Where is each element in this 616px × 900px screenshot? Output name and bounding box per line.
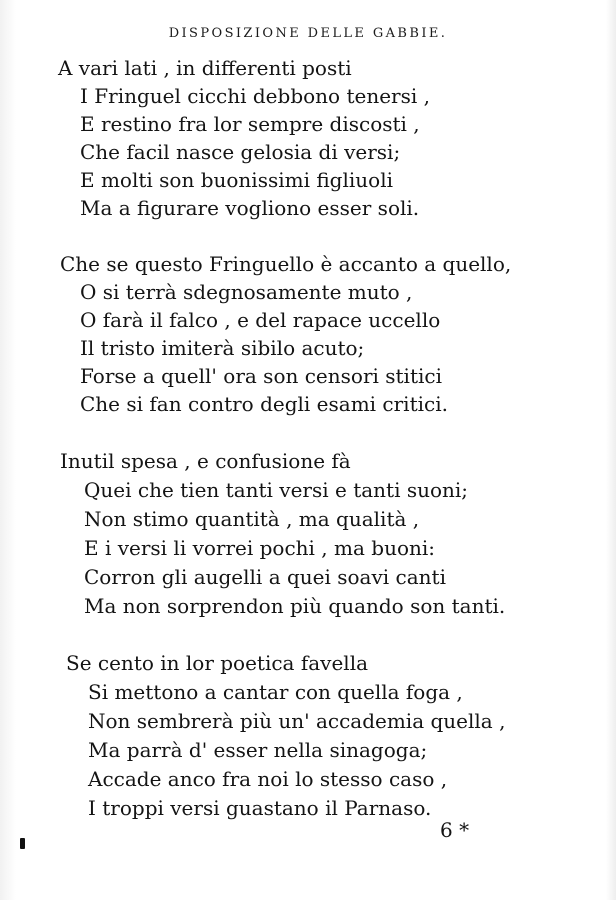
signature-mark: 6 * xyxy=(440,818,470,842)
verse-line: Il tristo imiterà sibilo acuto; xyxy=(80,336,365,360)
verse-line: I Fringuel cicchi debbono tenersi , xyxy=(80,84,430,108)
verse-line: Corron gli augelli a quei soavi canti xyxy=(84,565,446,589)
verse-line: Se cento in lor poetica favella xyxy=(66,651,369,675)
verse-line: E restino fra lor sempre discosti , xyxy=(80,112,420,136)
verse-line: Ma a figurare vogliono esser soli. xyxy=(80,196,420,220)
verse-line: O si terrà sdegnosamente muto , xyxy=(80,280,413,304)
verse-line: Non stimo quantità , ma qualità , xyxy=(84,507,420,531)
running-header: DISPOSIZIONE DELLE GABBIE. xyxy=(168,26,448,41)
verse-line: Ma parrà d' esser nella sinagoga; xyxy=(88,738,428,762)
verse-line: Forse a quell' ora son censori stitici xyxy=(80,364,442,388)
verse-line: A vari lati , in differenti posti xyxy=(58,56,352,80)
verse-line: Non sembrerà più un' accademia quella , xyxy=(88,709,506,733)
verse-line: Che se questo Fringuello è accanto a quello, xyxy=(60,252,512,276)
ink-blot-mark xyxy=(20,838,25,849)
verse-line: Che facil nasce gelosia di versi; xyxy=(80,140,401,164)
verse-line: I troppi versi guastano il Parnaso. xyxy=(88,796,432,820)
page-edge-left xyxy=(0,0,16,900)
verse-line: Quei che tien tanti versi e tanti suoni; xyxy=(84,478,469,502)
page-edge-right xyxy=(606,0,616,900)
verse-line: Accade anco fra noi lo stesso caso , xyxy=(88,767,448,791)
verse-line: O farà il falco , e del rapace uccello xyxy=(80,308,441,332)
verse-line: Ma non sorprendon più quando son tanti. xyxy=(84,594,506,618)
verse-line: E molti son buonissimi figliuoli xyxy=(80,168,393,192)
verse-line: Che si fan contro degli esami critici. xyxy=(80,392,448,416)
verse-line: Inutil spesa , e confusione fà xyxy=(60,449,351,473)
verse-line: E i versi li vorrei pochi , ma buoni: xyxy=(84,536,436,560)
verse-line: Si mettono a cantar con quella foga , xyxy=(88,680,463,704)
